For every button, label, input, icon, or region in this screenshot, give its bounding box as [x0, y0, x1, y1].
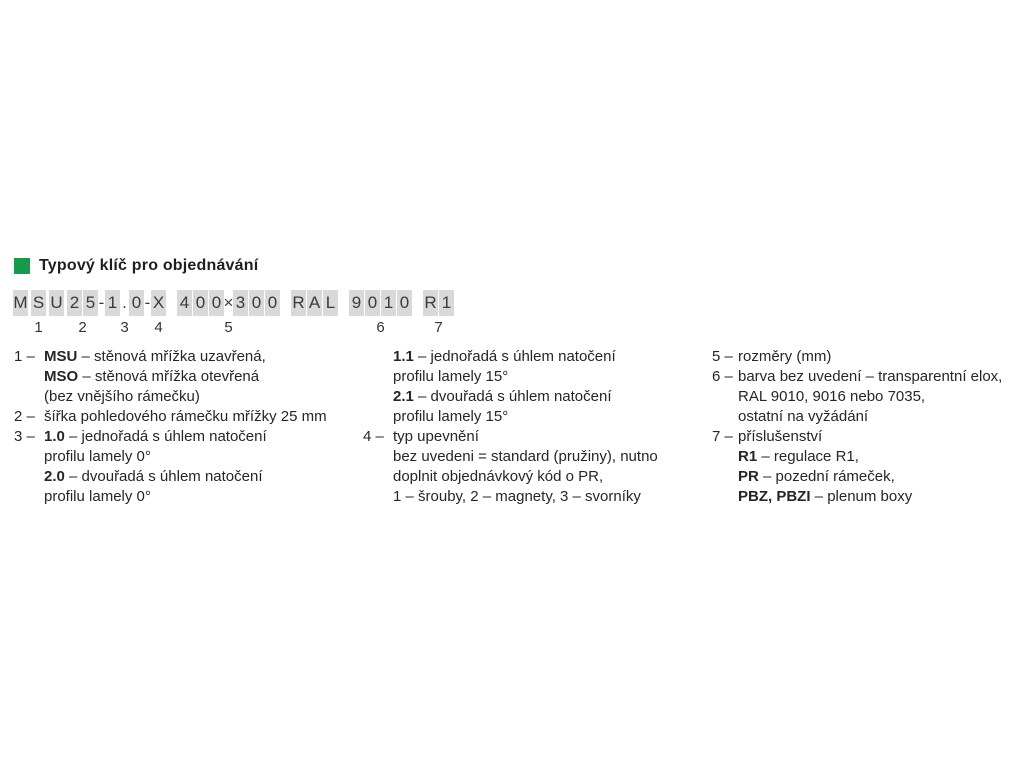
legend-line: doplnit objednávkový kód o PR,	[393, 468, 604, 485]
code-position-number: 3	[120, 319, 129, 336]
code-group	[151, 290, 166, 337]
legend-line: 2.0 – dvouřadá s úhlem natočení	[44, 468, 263, 485]
legend-line: (bez vnějšího rámečku)	[44, 388, 200, 405]
legend-line: barva bez uvedení – transparentní elox,	[738, 368, 1003, 385]
code-char-box: 0	[129, 290, 144, 316]
legend-column-right	[712, 347, 1024, 507]
code-position-number	[147, 319, 148, 337]
code-char-box: X	[151, 290, 166, 316]
code-position-number: 2	[78, 319, 87, 336]
code-group	[423, 290, 454, 337]
legend-item	[14, 407, 359, 427]
legend-line: příslušenství	[738, 428, 823, 445]
code-char-box: 0	[249, 290, 264, 316]
legend-line: šířka pohledového rámečku mřížky 25 mm	[44, 408, 327, 425]
legend-item	[363, 427, 698, 507]
legend-item	[14, 347, 359, 407]
legend-item-number: 5 –	[712, 348, 733, 365]
code-char-box: 2	[67, 290, 82, 316]
legend-line: profilu lamely 15°	[393, 368, 509, 385]
legend-line: MSO – stěnová mřížka otevřená	[44, 368, 260, 385]
section-heading	[14, 256, 258, 276]
code-char-box: 5	[83, 290, 98, 316]
code-position-number	[20, 319, 21, 337]
legend-item-number: 1 –	[14, 348, 35, 365]
legend-line: 1.0 – jednořadá s úhlem natočení	[44, 428, 267, 445]
code-separator: .	[122, 293, 127, 312]
legend-line: 2.1 – dvouřadá s úhlem natočení	[393, 388, 612, 405]
legend-item	[363, 347, 698, 427]
code-char-box: M	[13, 290, 28, 316]
code-group	[31, 290, 46, 337]
legend-item-number: 4 –	[363, 428, 384, 445]
legend-line: PBZ, PBZI – plenum boxy	[738, 488, 913, 505]
code-char-box: 4	[177, 290, 192, 316]
code-group	[98, 290, 105, 337]
code-position-number	[56, 319, 57, 337]
code-group	[349, 290, 412, 337]
code-char-box: 1	[381, 290, 396, 316]
code-position-number: 6	[376, 319, 385, 336]
code-group	[177, 290, 280, 337]
legend-line: PR – pozední rámeček,	[738, 468, 895, 485]
legend-line: RAL 9010, 9016 nebo 7035,	[738, 388, 926, 405]
section-bullet-icon	[14, 258, 30, 274]
legend-item	[712, 367, 1024, 427]
code-char-box: 0	[209, 290, 224, 316]
code-position-number: 5	[224, 319, 233, 336]
legend-item-number: 2 –	[14, 408, 35, 425]
code-char-box: L	[323, 290, 338, 316]
code-char-box: 1	[439, 290, 454, 316]
code-group	[105, 290, 144, 337]
code-char-box: 0	[365, 290, 380, 316]
code-position-number: 7	[434, 319, 443, 336]
code-char-box: 0	[193, 290, 208, 316]
legend-item	[712, 427, 1024, 507]
code-position-number: 4	[154, 319, 163, 336]
code-position-number	[314, 319, 315, 337]
legend-line: typ upevnění	[393, 428, 479, 445]
legend-item-number: 6 –	[712, 368, 733, 385]
code-position-number	[101, 319, 102, 337]
code-group	[144, 290, 151, 337]
code-char-box: 0	[265, 290, 280, 316]
code-char-box: 9	[349, 290, 364, 316]
legend-item-number	[363, 347, 393, 427]
code-char-box: 0	[397, 290, 412, 316]
code-char-box: 1	[105, 290, 120, 316]
code-group	[49, 290, 64, 337]
code-separator: -	[98, 293, 105, 312]
legend-item	[712, 347, 1024, 367]
code-char-box: S	[31, 290, 46, 316]
code-separator: -	[144, 293, 151, 312]
legend-line: profilu lamely 15°	[393, 408, 509, 425]
code-separator: ×	[223, 293, 234, 312]
legend-item-number: 7 –	[712, 428, 733, 445]
section-title: Typový klíč pro objednávání	[39, 257, 259, 274]
legend-line: MSU – stěnová mřížka uzavřená,	[44, 348, 266, 365]
legend-line: rozměry (mm)	[738, 348, 832, 365]
legend-line: 1 – šrouby, 2 – magnety, 3 – svorníky	[393, 488, 641, 505]
legend-line: profilu lamely 0°	[44, 488, 151, 505]
legend-line: ostatní na vyžádání	[738, 408, 869, 425]
legend-line: profilu lamely 0°	[44, 448, 151, 465]
legend-item-number: 3 –	[14, 428, 35, 445]
code-char-box: A	[307, 290, 322, 316]
code-position-number: 1	[34, 319, 43, 336]
legend-line: 1.1 – jednořadá s úhlem natočení	[393, 348, 616, 365]
legend-column-middle	[363, 347, 698, 507]
code-group	[291, 290, 338, 337]
code-group	[13, 290, 28, 337]
code-char-box: R	[291, 290, 306, 316]
legend-item	[14, 427, 359, 507]
code-char-box: R	[423, 290, 438, 316]
code-group	[67, 290, 98, 337]
legend-column-left	[14, 347, 359, 507]
legend-line: R1 – regulace R1,	[738, 448, 859, 465]
legend-line: bez uvedeni = standard (pružiny), nutno	[393, 448, 658, 465]
order-code-row	[13, 290, 454, 337]
code-char-box: 3	[233, 290, 248, 316]
code-char-box: U	[49, 290, 64, 316]
